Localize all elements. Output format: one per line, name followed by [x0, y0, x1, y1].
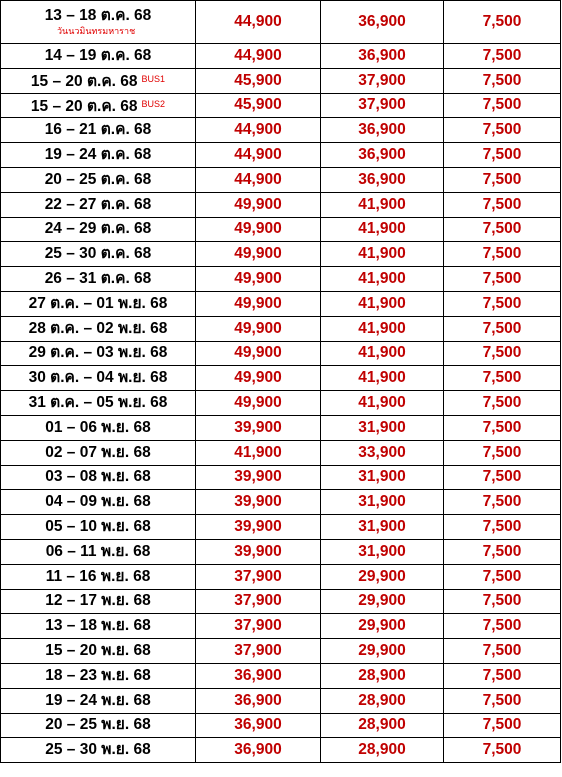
travel-date: 25 – 30 ต.ค. 68	[44, 245, 152, 263]
travel-date: 11 – 16 พ.ย. 68	[45, 567, 151, 585]
child-price-cell: 41,900	[321, 341, 444, 366]
travel-date: 19 – 24 ต.ค. 68	[44, 146, 152, 164]
travel-date: 03 – 08 พ.ย. 68	[45, 468, 151, 486]
table-row	[1, 217, 561, 242]
adult-price-cell: 49,900	[196, 242, 321, 267]
single-supplement-cell: 7,500	[444, 688, 561, 713]
travel-date: 20 – 25 ต.ค. 68	[44, 170, 152, 188]
table-row	[1, 589, 561, 614]
adult-price-cell: 49,900	[196, 341, 321, 366]
date-cell	[1, 713, 196, 738]
travel-date: 25 – 30 พ.ย. 68	[45, 741, 151, 759]
travel-date: 28 ต.ค. – 02 พ.ย. 68	[28, 319, 168, 337]
date-cell	[1, 217, 196, 242]
table-row	[1, 143, 561, 168]
travel-date: 04 – 09 พ.ย. 68	[45, 493, 151, 511]
child-price-cell: 29,900	[321, 589, 444, 614]
adult-price-cell: 44,900	[196, 1, 321, 44]
table-row	[1, 465, 561, 490]
child-price-cell: 41,900	[321, 316, 444, 341]
adult-price-cell: 49,900	[196, 291, 321, 316]
date-cell	[1, 465, 196, 490]
adult-price-cell: 36,900	[196, 713, 321, 738]
adult-price-cell: 36,900	[196, 688, 321, 713]
date-cell	[1, 391, 196, 416]
table-row	[1, 93, 561, 118]
date-cell	[1, 167, 196, 192]
adult-price-cell: 49,900	[196, 217, 321, 242]
bus-tag: BUS2	[141, 98, 166, 109]
table-row	[1, 564, 561, 589]
table-row	[1, 738, 561, 763]
date-cell	[1, 118, 196, 143]
table-row	[1, 267, 561, 292]
single-supplement-cell: 7,500	[444, 143, 561, 168]
single-supplement-cell: 7,500	[444, 118, 561, 143]
table-row	[1, 341, 561, 366]
single-supplement-cell: 7,500	[444, 316, 561, 341]
date-cell	[1, 242, 196, 267]
child-price-cell: 41,900	[321, 366, 444, 391]
adult-price-cell: 44,900	[196, 143, 321, 168]
child-price-cell: 41,900	[321, 242, 444, 267]
child-price-cell: 36,900	[321, 143, 444, 168]
adult-price-cell: 44,900	[196, 44, 321, 69]
child-price-cell: 41,900	[321, 217, 444, 242]
single-supplement-cell: 7,500	[444, 242, 561, 267]
travel-date: 26 – 31 ต.ค. 68	[44, 270, 152, 288]
adult-price-cell: 36,900	[196, 738, 321, 763]
child-price-cell: 29,900	[321, 614, 444, 639]
date-cell	[1, 316, 196, 341]
adult-price-cell: 49,900	[196, 391, 321, 416]
adult-price-cell: 45,900	[196, 93, 321, 118]
child-price-cell: 31,900	[321, 465, 444, 490]
child-price-cell: 29,900	[321, 639, 444, 664]
single-supplement-cell: 7,500	[444, 564, 561, 589]
travel-date: 14 – 19 ต.ค. 68	[44, 46, 152, 64]
date-cell	[1, 614, 196, 639]
child-price-cell: 29,900	[321, 564, 444, 589]
date-cell	[1, 415, 196, 440]
table-row	[1, 539, 561, 564]
adult-price-cell: 37,900	[196, 639, 321, 664]
child-price-cell: 28,900	[321, 663, 444, 688]
adult-price-cell: 37,900	[196, 564, 321, 589]
travel-date: 02 – 07 พ.ย. 68	[45, 443, 151, 461]
travel-date: 15 – 20 พ.ย. 68	[45, 642, 151, 660]
table-row	[1, 366, 561, 391]
date-cell	[1, 291, 196, 316]
adult-price-cell: 39,900	[196, 465, 321, 490]
table-row	[1, 713, 561, 738]
date-cell	[1, 341, 196, 366]
table-row	[1, 192, 561, 217]
date-cell	[1, 1, 196, 44]
date-cell	[1, 267, 196, 292]
table-row	[1, 167, 561, 192]
single-supplement-cell: 7,500	[444, 614, 561, 639]
travel-date: 05 – 10 พ.ย. 68	[45, 518, 151, 536]
table-row	[1, 614, 561, 639]
single-supplement-cell: 7,500	[444, 663, 561, 688]
child-price-cell: 28,900	[321, 713, 444, 738]
table-row	[1, 118, 561, 143]
adult-price-cell: 37,900	[196, 614, 321, 639]
child-price-cell: 33,900	[321, 440, 444, 465]
date-cell	[1, 589, 196, 614]
adult-price-cell: 39,900	[196, 515, 321, 540]
table-row	[1, 291, 561, 316]
single-supplement-cell: 7,500	[444, 490, 561, 515]
table-row	[1, 515, 561, 540]
travel-date: 18 – 23 พ.ย. 68	[45, 666, 151, 684]
table-row	[1, 663, 561, 688]
child-price-cell: 41,900	[321, 267, 444, 292]
date-cell	[1, 192, 196, 217]
table-row	[1, 639, 561, 664]
table-row	[1, 44, 561, 69]
adult-price-cell: 37,900	[196, 589, 321, 614]
travel-date: 12 – 17 พ.ย. 68	[45, 592, 151, 610]
travel-date: 20 – 25 พ.ย. 68	[45, 716, 151, 734]
date-cell	[1, 366, 196, 391]
single-supplement-cell: 7,500	[444, 44, 561, 69]
adult-price-cell: 44,900	[196, 167, 321, 192]
travel-date: 19 – 24 พ.ย. 68	[45, 691, 151, 709]
date-cell	[1, 738, 196, 763]
date-cell	[1, 93, 196, 118]
travel-date: 30 ต.ค. – 04 พ.ย. 68	[28, 369, 168, 387]
date-cell	[1, 515, 196, 540]
date-cell	[1, 564, 196, 589]
single-supplement-cell: 7,500	[444, 415, 561, 440]
table-row	[1, 1, 561, 44]
travel-date: 13 – 18 พ.ย. 68	[45, 617, 151, 635]
table-row	[1, 688, 561, 713]
child-price-cell: 31,900	[321, 515, 444, 540]
date-cell	[1, 688, 196, 713]
travel-date: 22 – 27 ต.ค. 68	[44, 195, 152, 213]
price-table-body	[1, 1, 561, 763]
child-price-cell: 41,900	[321, 291, 444, 316]
single-supplement-cell: 7,500	[444, 68, 561, 93]
adult-price-cell: 49,900	[196, 366, 321, 391]
holiday-note: วันนวมินทรมหาราช	[57, 26, 136, 36]
child-price-cell: 36,900	[321, 118, 444, 143]
single-supplement-cell: 7,500	[444, 639, 561, 664]
single-supplement-cell: 7,500	[444, 291, 561, 316]
single-supplement-cell: 7,500	[444, 440, 561, 465]
adult-price-cell: 45,900	[196, 68, 321, 93]
adult-price-cell: 41,900	[196, 440, 321, 465]
travel-date: 29 ต.ค. – 03 พ.ย. 68	[28, 344, 168, 362]
table-row	[1, 68, 561, 93]
child-price-cell: 31,900	[321, 490, 444, 515]
travel-date: 06 – 11 พ.ย. 68	[45, 542, 151, 560]
single-supplement-cell: 7,500	[444, 713, 561, 738]
child-price-cell: 31,900	[321, 415, 444, 440]
single-supplement-cell: 7,500	[444, 465, 561, 490]
table-row	[1, 242, 561, 267]
child-price-cell: 37,900	[321, 68, 444, 93]
travel-date: 15 – 20 ต.ค. 68	[30, 97, 138, 115]
single-supplement-cell: 7,500	[444, 341, 561, 366]
single-supplement-cell: 7,500	[444, 589, 561, 614]
single-supplement-cell: 7,500	[444, 738, 561, 763]
travel-date: 16 – 21 ต.ค. 68	[44, 121, 152, 139]
child-price-cell: 31,900	[321, 539, 444, 564]
date-cell	[1, 639, 196, 664]
table-row	[1, 316, 561, 341]
date-cell	[1, 44, 196, 69]
adult-price-cell: 49,900	[196, 316, 321, 341]
adult-price-cell: 39,900	[196, 415, 321, 440]
date-cell	[1, 663, 196, 688]
single-supplement-cell: 7,500	[444, 366, 561, 391]
bus-tag: BUS1	[141, 74, 166, 85]
date-cell	[1, 68, 196, 93]
date-cell	[1, 440, 196, 465]
date-cell	[1, 539, 196, 564]
child-price-cell: 36,900	[321, 167, 444, 192]
travel-date: 13 – 18 ต.ค. 68	[44, 7, 152, 24]
child-price-cell: 28,900	[321, 738, 444, 763]
travel-date: 01 – 06 พ.ย. 68	[45, 418, 151, 436]
table-row	[1, 415, 561, 440]
travel-date: 31 ต.ค. – 05 พ.ย. 68	[28, 394, 168, 412]
travel-date: 15 – 20 ต.ค. 68	[30, 73, 138, 91]
child-price-cell: 41,900	[321, 192, 444, 217]
travel-date: 24 – 29 ต.ค. 68	[44, 220, 152, 238]
single-supplement-cell: 7,500	[444, 167, 561, 192]
single-supplement-cell: 7,500	[444, 267, 561, 292]
single-supplement-cell: 7,500	[444, 539, 561, 564]
adult-price-cell: 36,900	[196, 663, 321, 688]
child-price-cell: 36,900	[321, 1, 444, 44]
single-supplement-cell: 7,500	[444, 217, 561, 242]
adult-price-cell: 44,900	[196, 118, 321, 143]
adult-price-cell: 39,900	[196, 539, 321, 564]
date-cell	[1, 143, 196, 168]
travel-date: 27 ต.ค. – 01 พ.ย. 68	[28, 294, 168, 312]
table-row	[1, 391, 561, 416]
single-supplement-cell: 7,500	[444, 515, 561, 540]
single-supplement-cell: 7,500	[444, 93, 561, 118]
single-supplement-cell: 7,500	[444, 192, 561, 217]
child-price-cell: 37,900	[321, 93, 444, 118]
child-price-cell: 41,900	[321, 391, 444, 416]
date-cell	[1, 490, 196, 515]
child-price-cell: 36,900	[321, 44, 444, 69]
child-price-cell: 28,900	[321, 688, 444, 713]
table-row	[1, 440, 561, 465]
single-supplement-cell: 7,500	[444, 391, 561, 416]
adult-price-cell: 39,900	[196, 490, 321, 515]
adult-price-cell: 49,900	[196, 192, 321, 217]
table-row	[1, 490, 561, 515]
single-supplement-cell: 7,500	[444, 1, 561, 44]
adult-price-cell: 49,900	[196, 267, 321, 292]
